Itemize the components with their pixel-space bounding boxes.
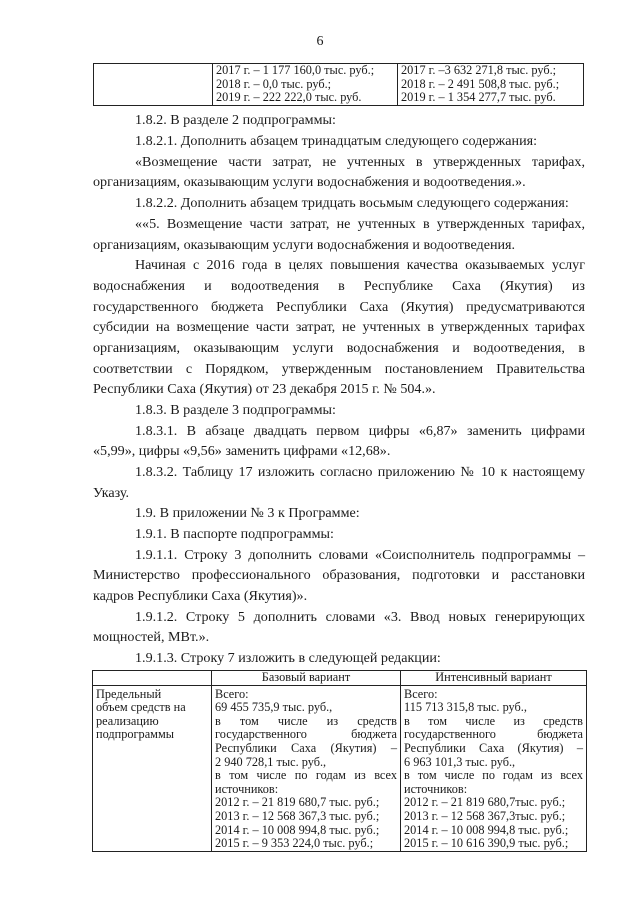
value-line: 2013 г. – 12 568 367,3 тыс. руб.; — [215, 808, 380, 823]
value-line: 115 713 315,8 тыс. руб., — [404, 700, 527, 715]
base-variant-values — [212, 685, 401, 851]
text-line: Указу. — [93, 485, 130, 501]
text-line: водоснабжения и водоотведения в Республике Саха (Якутия) из — [93, 278, 585, 294]
list-item: 2018 г. – 2 491 508,8 тыс. руб.; — [401, 76, 560, 91]
value-line: государственного бюджета — [215, 727, 397, 742]
text-line: 1.9.1. В паспорте подпрограммы: — [135, 526, 334, 542]
text-line: государственного бюджета Республики Саха (Якутия) предусматриваются — [93, 299, 585, 315]
base-variant-cell — [213, 64, 398, 106]
intensive-variant-cell — [398, 64, 584, 106]
value-line: 2013 г. – 12 568 367,3тыс. руб.; — [404, 808, 566, 823]
text-line: соответствии с Порядком, утвержденным постановлением Правительства — [93, 361, 585, 377]
text-line: 1.8.2.2. Дополнить абзацем тридцать восьмым следующего содержания: — [135, 195, 569, 211]
text-line: 1.8.2. В разделе 2 подпрограммы: — [135, 112, 336, 128]
text-line: 1.8.2.1. Дополнить абзацем тринадцатым следующего содержания: — [135, 133, 538, 149]
text-line: 1.9.1.3. Строку 7 изложить в следующей редакции: — [135, 650, 441, 666]
text-line: организациям, оказывающим услуги водоснабжения и водоотведения. — [93, 237, 516, 253]
value-line: Всего: — [215, 686, 249, 701]
value-line: 2 940 728,1 тыс. руб., — [215, 754, 327, 769]
text-line: Республики Саха (Якутия) от 23 декабря 2015 г. № 504.». — [93, 381, 436, 397]
row-label-cell — [93, 685, 212, 851]
value-line: в том числе по годам из всех — [215, 768, 397, 783]
value-line: в том числе из средств — [215, 713, 397, 728]
value-line: в том числе из средств — [404, 713, 583, 728]
list-item: 2018 г. – 0,0 тыс. руб.; — [216, 76, 332, 91]
text-line: мощностей, МВт.». — [93, 629, 210, 645]
text-line: субсидии на возмещение части затрат, не учтенных в утвержденных тарифах — [93, 319, 585, 335]
value-line: государственного бюджета — [404, 727, 583, 742]
text-line: 1.8.3.2. Таблицу 17 изложить согласно приложению № 10 к настоящему — [135, 464, 585, 480]
text-line: 1.9.1.2. Строку 5 дополнить словами «3. Ввод новых генерирующих — [135, 609, 585, 625]
value-line: 2015 г. – 9 353 224,0 тыс. руб.; — [215, 836, 374, 851]
row-label-line: Предельный — [96, 686, 162, 701]
list-item: 2017 г. –3 632 271,8 тыс. руб.; — [401, 63, 557, 77]
text-line: Начиная с 2016 года в целях повышения качества оказываемых услуг — [135, 257, 585, 273]
table-row — [93, 685, 587, 851]
list-item: 2019 г. – 1 354 277,7 тыс. руб. — [401, 90, 556, 105]
value-line: 2015 г. – 10 616 390,9 тыс. руб.; — [404, 836, 569, 851]
value-line: 6 963 101,3 тыс. руб., — [404, 754, 516, 769]
value-line: Республики Саха (Якутия) – — [404, 740, 583, 755]
value-line: 2012 г. – 21 819 680,7тыс. руб.; — [404, 795, 566, 810]
table-row — [94, 64, 584, 106]
header-empty-cell — [93, 671, 212, 686]
value-line: Республики Саха (Якутия) – — [215, 740, 397, 755]
text-line: организациям, оказывающим услуги водоснабжения и водоотведения.». — [93, 174, 526, 190]
value-line: 2014 г. – 10 008 994,8 тыс. руб.; — [215, 822, 380, 837]
row-label-line: реализацию — [96, 713, 159, 728]
text-line: «5,99», цифры «9,56» заменить цифрами «12,68». — [93, 443, 391, 459]
list-item: 2019 г. – 222 222,0 тыс. руб. — [216, 90, 362, 105]
header-intensive-variant: Интенсивный вариант — [401, 671, 587, 686]
empty-label-cell — [94, 64, 213, 106]
text-line: «Возмещение части затрат, не учтенных в утвержденных тарифах, — [135, 154, 585, 170]
value-line: 2012 г. – 21 819 680,7 тыс. руб.; — [215, 795, 380, 810]
subprogram-funding-table — [92, 670, 587, 852]
row-label-line: объем средств на — [96, 700, 186, 715]
value-line: 2014 г. – 10 008 994,8 тыс. руб.; — [404, 822, 569, 837]
intensive-variant-values — [401, 685, 587, 851]
top-table-fragment — [93, 63, 584, 106]
text-line: 1.9. В приложении № 3 к Программе: — [135, 505, 360, 521]
table-header-row — [93, 671, 587, 686]
header-base-variant: Базовый вариант — [212, 671, 401, 686]
list-item: 2017 г. – 1 177 160,0 тыс. руб.; — [216, 63, 375, 77]
text-line: ««5. Возмещение части затрат, не учтенных в утвержденных тарифах, — [135, 216, 585, 232]
value-line: источников: — [404, 781, 468, 796]
text-line: Министерство профессионального образования, подготовки и расстановки — [93, 567, 585, 583]
text-line: организациям, оказывающим услуги водоснабжения и водоотведения, в — [93, 340, 585, 356]
value-line: 69 455 735,9 тыс. руб., — [215, 700, 333, 715]
value-line: Всего: — [404, 686, 438, 701]
value-line: в том числе по годам из всех — [404, 768, 583, 783]
row-label-line: подпрограммы — [96, 727, 174, 742]
text-line: 1.9.1.1. Строку 3 дополнить словами «Соисполнитель подпрограммы – — [135, 547, 585, 563]
page-number: 6 — [316, 34, 324, 49]
text-line: 1.8.3. В разделе 3 подпрограммы: — [135, 402, 336, 418]
text-line: 1.8.3.1. В абзаце двадцать первом цифры «6,87» заменить цифрами — [135, 423, 585, 439]
value-line: источников: — [215, 781, 279, 796]
text-line: кадров Республики Саха (Якутия)». — [93, 588, 308, 604]
